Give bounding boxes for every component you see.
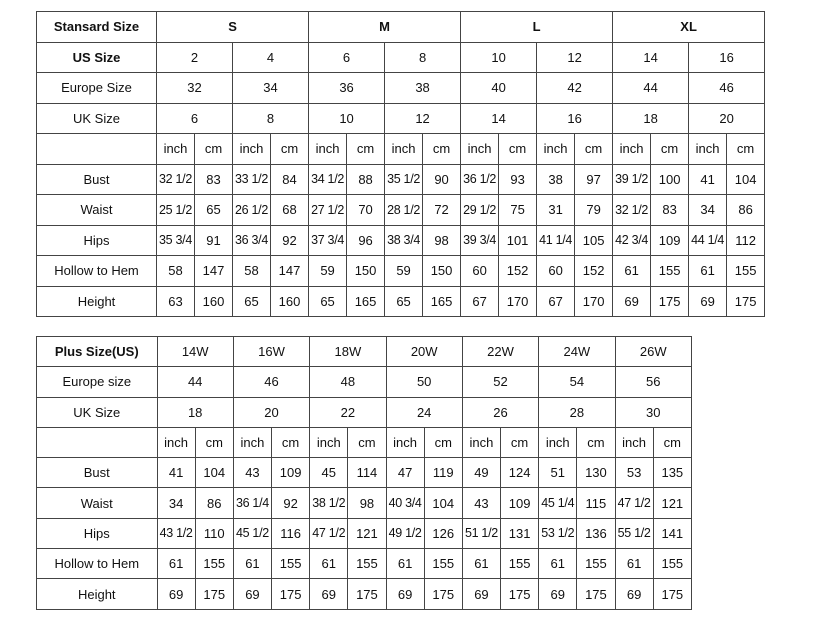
- unit-cm: cm: [577, 427, 615, 457]
- cm-value: 147: [271, 256, 309, 287]
- europe-size-row: [37, 73, 765, 104]
- inch-value: 61: [233, 549, 271, 579]
- inch-value: 69: [615, 579, 653, 609]
- inch-value: 26 1/2: [233, 195, 271, 226]
- cm-value: 155: [272, 549, 310, 579]
- measurement-row: [37, 164, 765, 195]
- inch-value: 61: [539, 549, 577, 579]
- row-label: US Size: [37, 42, 157, 73]
- cm-value: 97: [575, 164, 613, 195]
- inch-value: 59: [309, 256, 347, 287]
- cm-value: 109: [501, 488, 539, 518]
- unit-cm: cm: [423, 134, 461, 165]
- cm-value: 100: [651, 164, 689, 195]
- cm-value: 135: [653, 458, 691, 488]
- cm-value: 101: [499, 225, 537, 256]
- cm-value: 93: [499, 164, 537, 195]
- row-label: Hips: [37, 518, 158, 548]
- inch-value: 63: [157, 286, 195, 317]
- unit-inch: inch: [537, 134, 575, 165]
- cm-value: 116: [272, 518, 310, 548]
- measurement-row: [37, 518, 692, 548]
- inch-value: 47 1/2: [615, 488, 653, 518]
- row-label: UK Size: [37, 103, 157, 134]
- inch-value: 43: [233, 458, 271, 488]
- cm-value: 175: [501, 579, 539, 609]
- cm-value: 92: [271, 225, 309, 256]
- size-cell: 22: [310, 397, 386, 427]
- standard-size-table: [36, 11, 765, 317]
- uk-size-row: [37, 103, 765, 134]
- cm-value: 104: [195, 458, 233, 488]
- inch-value: 28 1/2: [385, 195, 423, 226]
- row-label: Bust: [37, 458, 158, 488]
- cm-value: 175: [424, 579, 462, 609]
- cm-value: 114: [348, 458, 386, 488]
- unit-cm: cm: [501, 427, 539, 457]
- cm-value: 175: [727, 286, 765, 317]
- cm-value: 92: [272, 488, 310, 518]
- unit-cm: cm: [653, 427, 691, 457]
- inch-value: 41: [157, 458, 195, 488]
- size-cell: 52: [462, 367, 538, 397]
- unit-cm: cm: [651, 134, 689, 165]
- inch-value: 42 3/4: [613, 225, 651, 256]
- cm-value: 86: [727, 195, 765, 226]
- inch-value: 36 1/2: [461, 164, 499, 195]
- cm-value: 155: [653, 549, 691, 579]
- size-cell: 2: [157, 42, 233, 73]
- inch-value: 38 3/4: [385, 225, 423, 256]
- cm-value: 165: [423, 286, 461, 317]
- size-cell: 32: [157, 73, 233, 104]
- cm-value: 175: [651, 286, 689, 317]
- cm-value: 141: [653, 518, 691, 548]
- cm-value: 155: [501, 549, 539, 579]
- inch-value: 29 1/2: [461, 195, 499, 226]
- unit-inch: inch: [157, 427, 195, 457]
- uk-size-row: [37, 397, 692, 427]
- plus-size-row: [37, 337, 692, 367]
- cm-value: 75: [499, 195, 537, 226]
- inch-value: 55 1/2: [615, 518, 653, 548]
- unit-inch: inch: [157, 134, 195, 165]
- size-group-l: L: [461, 12, 613, 43]
- size-cell: 22W: [462, 337, 538, 367]
- cm-value: 147: [195, 256, 233, 287]
- size-cell: 20: [233, 397, 309, 427]
- cm-value: 121: [348, 518, 386, 548]
- size-cell: 24W: [539, 337, 615, 367]
- blank-cell: [37, 427, 158, 457]
- unit-inch: inch: [310, 427, 348, 457]
- inch-value: 43: [462, 488, 500, 518]
- cm-value: 110: [195, 518, 233, 548]
- inch-value: 69: [539, 579, 577, 609]
- inch-value: 61: [310, 549, 348, 579]
- cm-value: 155: [348, 549, 386, 579]
- size-cell: 34: [233, 73, 309, 104]
- size-cell: 14W: [157, 337, 233, 367]
- size-cell: 46: [689, 73, 765, 104]
- cm-value: 84: [271, 164, 309, 195]
- row-label: Europe size: [37, 367, 158, 397]
- cm-value: 104: [727, 164, 765, 195]
- size-cell: 18: [613, 103, 689, 134]
- size-cell: 30: [615, 397, 692, 427]
- measurement-row: [37, 195, 765, 226]
- cm-value: 65: [195, 195, 233, 226]
- inch-value: 39 1/2: [613, 164, 651, 195]
- cm-value: 83: [195, 164, 233, 195]
- cm-value: 124: [501, 458, 539, 488]
- measurement-row: [37, 488, 692, 518]
- inch-value: 34: [157, 488, 195, 518]
- inch-value: 69: [613, 286, 651, 317]
- inch-value: 65: [233, 286, 271, 317]
- cm-value: 98: [348, 488, 386, 518]
- inch-value: 61: [157, 549, 195, 579]
- size-cell: 16W: [233, 337, 309, 367]
- inch-value: 49 1/2: [386, 518, 424, 548]
- cm-value: 175: [272, 579, 310, 609]
- inch-value: 45: [310, 458, 348, 488]
- size-cell: 44: [613, 73, 689, 104]
- size-cell: 10: [309, 103, 385, 134]
- inch-value: 37 3/4: [309, 225, 347, 256]
- inch-value: 69: [689, 286, 727, 317]
- cm-value: 88: [347, 164, 385, 195]
- inch-value: 27 1/2: [309, 195, 347, 226]
- inch-value: 36 3/4: [233, 225, 271, 256]
- cm-value: 136: [577, 518, 615, 548]
- inch-value: 69: [233, 579, 271, 609]
- measurement-row: [37, 225, 765, 256]
- inch-value: 51 1/2: [462, 518, 500, 548]
- size-cell: 38: [385, 73, 461, 104]
- cm-value: 150: [347, 256, 385, 287]
- size-cell: 10: [461, 42, 537, 73]
- inch-value: 53 1/2: [539, 518, 577, 548]
- unit-cm: cm: [348, 427, 386, 457]
- cm-value: 165: [347, 286, 385, 317]
- inch-value: 61: [615, 549, 653, 579]
- inch-value: 65: [309, 286, 347, 317]
- size-cell: 12: [537, 42, 613, 73]
- cm-value: 105: [575, 225, 613, 256]
- size-cell: 6: [157, 103, 233, 134]
- row-label: Height: [37, 579, 158, 609]
- inch-value: 41: [689, 164, 727, 195]
- plus-size-table: [36, 336, 692, 610]
- inch-value: 65: [385, 286, 423, 317]
- size-cell: 16: [689, 42, 765, 73]
- inch-value: 58: [233, 256, 271, 287]
- unit-cm: cm: [195, 134, 233, 165]
- cm-value: 175: [653, 579, 691, 609]
- cm-value: 152: [575, 256, 613, 287]
- inch-value: 67: [537, 286, 575, 317]
- inch-value: 47: [386, 458, 424, 488]
- cm-value: 70: [347, 195, 385, 226]
- unit-cm: cm: [727, 134, 765, 165]
- unit-inch: inch: [462, 427, 500, 457]
- inch-value: 60: [537, 256, 575, 287]
- cm-value: 160: [271, 286, 309, 317]
- unit-inch: inch: [689, 134, 727, 165]
- measurement-row: [37, 286, 765, 317]
- cm-value: 170: [575, 286, 613, 317]
- unit-inch: inch: [539, 427, 577, 457]
- cm-value: 150: [423, 256, 461, 287]
- cm-value: 160: [195, 286, 233, 317]
- inch-value: 35 1/2: [385, 164, 423, 195]
- inch-value: 41 1/4: [537, 225, 575, 256]
- cm-value: 115: [577, 488, 615, 518]
- inch-value: 32 1/2: [157, 164, 195, 195]
- cm-value: 155: [577, 549, 615, 579]
- unit-inch: inch: [461, 134, 499, 165]
- cm-value: 91: [195, 225, 233, 256]
- size-cell: 26W: [615, 337, 692, 367]
- unit-row: [37, 427, 692, 457]
- measurement-row: [37, 458, 692, 488]
- cm-value: 119: [424, 458, 462, 488]
- cm-value: 130: [577, 458, 615, 488]
- size-cell: 28: [539, 397, 615, 427]
- unit-inch: inch: [613, 134, 651, 165]
- row-label: Waist: [37, 488, 158, 518]
- cm-value: 131: [501, 518, 539, 548]
- inch-value: 69: [157, 579, 195, 609]
- inch-value: 35 3/4: [157, 225, 195, 256]
- size-cell: 42: [537, 73, 613, 104]
- inch-value: 34 1/2: [309, 164, 347, 195]
- unit-row: [37, 134, 765, 165]
- size-cell: 46: [233, 367, 309, 397]
- size-cell: 44: [157, 367, 233, 397]
- cm-value: 155: [727, 256, 765, 287]
- size-cell: 18: [157, 397, 233, 427]
- inch-value: 58: [157, 256, 195, 287]
- inch-value: 45 1/2: [233, 518, 271, 548]
- cm-value: 104: [424, 488, 462, 518]
- inch-value: 38 1/2: [310, 488, 348, 518]
- size-cell: 40: [461, 73, 537, 104]
- size-cell: 48: [310, 367, 386, 397]
- size-cell: 8: [385, 42, 461, 73]
- row-label: Bust: [37, 164, 157, 195]
- size-cell: 6: [309, 42, 385, 73]
- cm-value: 175: [348, 579, 386, 609]
- cm-value: 170: [499, 286, 537, 317]
- size-cell: 20: [689, 103, 765, 134]
- size-cell: 54: [539, 367, 615, 397]
- unit-cm: cm: [424, 427, 462, 457]
- cm-value: 175: [577, 579, 615, 609]
- inch-value: 69: [310, 579, 348, 609]
- cm-value: 68: [271, 195, 309, 226]
- size-cell: 18W: [310, 337, 386, 367]
- blank-cell: [37, 134, 157, 165]
- cm-value: 155: [195, 549, 233, 579]
- inch-value: 49: [462, 458, 500, 488]
- cm-value: 155: [424, 549, 462, 579]
- inch-value: 31: [537, 195, 575, 226]
- inch-value: 60: [461, 256, 499, 287]
- unit-cm: cm: [272, 427, 310, 457]
- size-cell: 16: [537, 103, 613, 134]
- size-group-s: S: [157, 12, 309, 43]
- inch-value: 61: [689, 256, 727, 287]
- unit-inch: inch: [385, 134, 423, 165]
- size-cell: 24: [386, 397, 462, 427]
- cm-value: 79: [575, 195, 613, 226]
- inch-value: 69: [386, 579, 424, 609]
- cm-value: 72: [423, 195, 461, 226]
- inch-value: 59: [385, 256, 423, 287]
- cm-value: 112: [727, 225, 765, 256]
- unit-inch: inch: [233, 134, 271, 165]
- size-cell: 36: [309, 73, 385, 104]
- cm-value: 98: [423, 225, 461, 256]
- inch-value: 51: [539, 458, 577, 488]
- inch-value: 53: [615, 458, 653, 488]
- size-group-m: M: [309, 12, 461, 43]
- cm-value: 155: [651, 256, 689, 287]
- size-cell: 12: [385, 103, 461, 134]
- row-label: Hips: [37, 225, 157, 256]
- size-cell: 56: [615, 367, 692, 397]
- row-label: Europe Size: [37, 73, 157, 104]
- inch-value: 43 1/2: [157, 518, 195, 548]
- inch-value: 61: [613, 256, 651, 287]
- europe-size-row: [37, 367, 692, 397]
- inch-value: 67: [461, 286, 499, 317]
- unit-inch: inch: [615, 427, 653, 457]
- inch-value: 44 1/4: [689, 225, 727, 256]
- row-label: Hollow to Hem: [37, 256, 157, 287]
- cm-value: 83: [651, 195, 689, 226]
- size-cell: 50: [386, 367, 462, 397]
- size-group-xl: XL: [613, 12, 765, 43]
- unit-inch: inch: [233, 427, 271, 457]
- unit-inch: inch: [309, 134, 347, 165]
- inch-value: 32 1/2: [613, 195, 651, 226]
- cm-value: 109: [651, 225, 689, 256]
- cm-value: 96: [347, 225, 385, 256]
- cm-value: 121: [653, 488, 691, 518]
- unit-cm: cm: [271, 134, 309, 165]
- cm-value: 90: [423, 164, 461, 195]
- unit-inch: inch: [386, 427, 424, 457]
- cm-value: 152: [499, 256, 537, 287]
- cm-value: 126: [424, 518, 462, 548]
- table-title-cell: Plus Size(US): [37, 337, 158, 367]
- unit-cm: cm: [347, 134, 385, 165]
- size-cell: 26: [462, 397, 538, 427]
- measurement-row: [37, 579, 692, 609]
- size-cell: 8: [233, 103, 309, 134]
- size-cell: 14: [461, 103, 537, 134]
- us-size-row: [37, 42, 765, 73]
- cm-value: 86: [195, 488, 233, 518]
- inch-value: 36 1/4: [233, 488, 271, 518]
- unit-cm: cm: [499, 134, 537, 165]
- row-label: Height: [37, 286, 157, 317]
- inch-value: 45 1/4: [539, 488, 577, 518]
- cm-value: 109: [272, 458, 310, 488]
- table-title-cell: Stansard Size: [37, 12, 157, 43]
- inch-value: 69: [462, 579, 500, 609]
- inch-value: 25 1/2: [157, 195, 195, 226]
- inch-value: 40 3/4: [386, 488, 424, 518]
- row-label: Waist: [37, 195, 157, 226]
- unit-cm: cm: [575, 134, 613, 165]
- inch-value: 33 1/2: [233, 164, 271, 195]
- inch-value: 61: [386, 549, 424, 579]
- cm-value: 175: [195, 579, 233, 609]
- row-label: UK Size: [37, 397, 158, 427]
- row-label: Hollow to Hem: [37, 549, 158, 579]
- size-group-row: [37, 12, 765, 43]
- measurement-row: [37, 256, 765, 287]
- inch-value: 47 1/2: [310, 518, 348, 548]
- inch-value: 61: [462, 549, 500, 579]
- size-cell: 20W: [386, 337, 462, 367]
- inch-value: 39 3/4: [461, 225, 499, 256]
- measurement-row: [37, 549, 692, 579]
- unit-cm: cm: [195, 427, 233, 457]
- size-cell: 14: [613, 42, 689, 73]
- size-cell: 4: [233, 42, 309, 73]
- inch-value: 38: [537, 164, 575, 195]
- inch-value: 34: [689, 195, 727, 226]
